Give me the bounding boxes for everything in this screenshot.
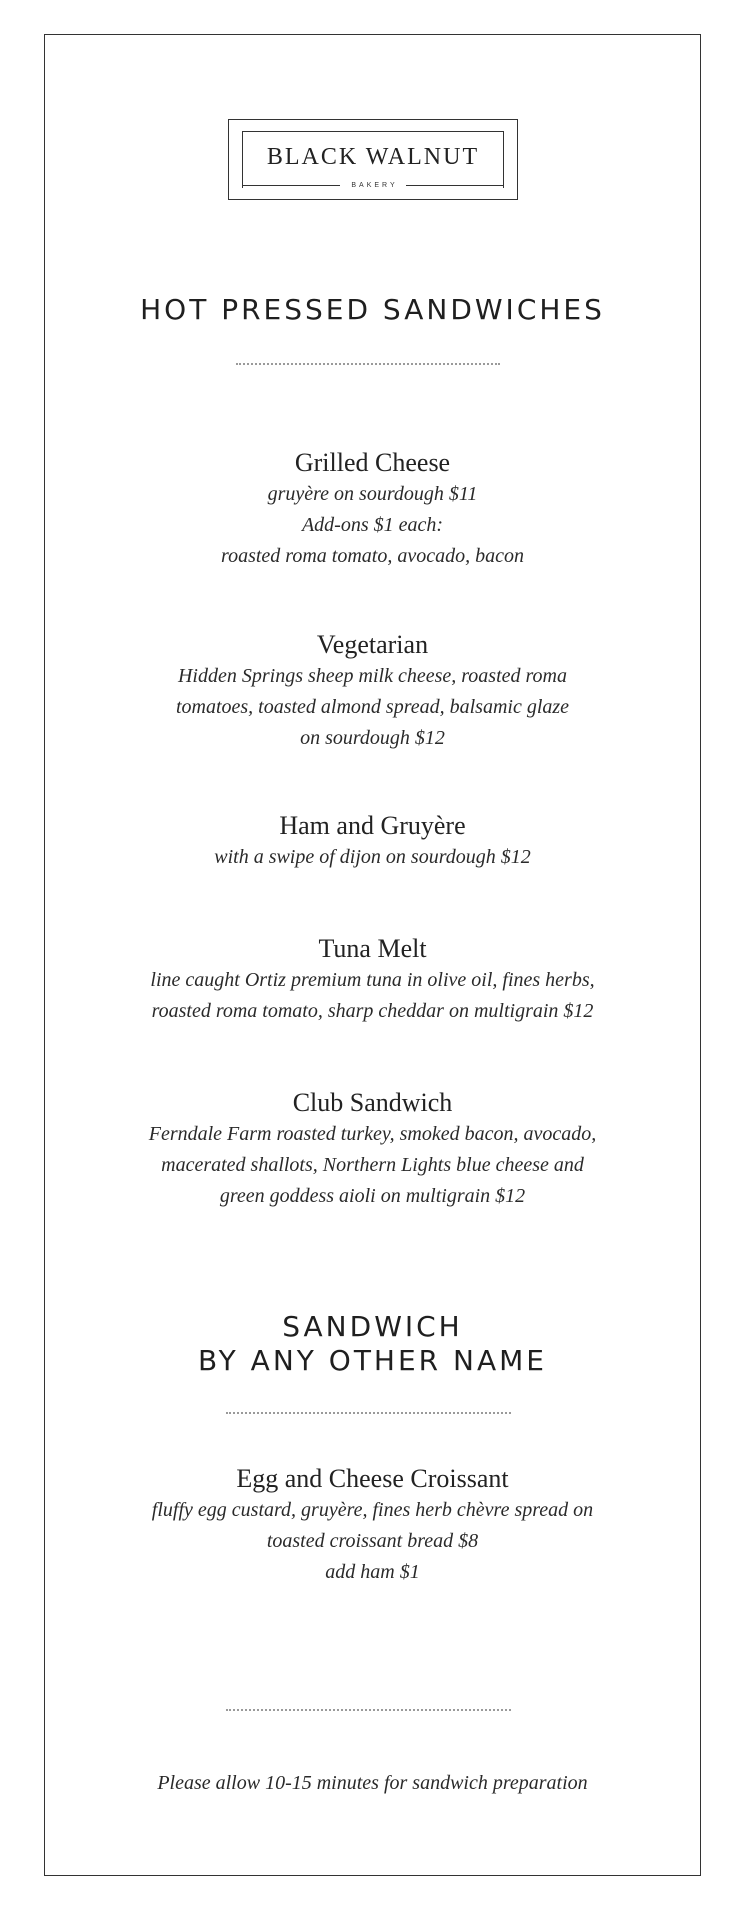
item-name: Ham and Gruyère — [279, 811, 466, 840]
section-title-line: BY ANY OTHER NAME — [198, 1344, 547, 1377]
item-desc-line: Add-ons $1 each: — [301, 514, 444, 536]
item-desc-line: macerated shallots, Northern Lights blue cheese and — [161, 1154, 584, 1176]
section-title-hot-pressed: HOT PRESSED SANDWICHES — [140, 293, 605, 326]
logo-rule-right — [406, 185, 503, 186]
dotted-divider — [226, 1412, 511, 1414]
menu-item-club-sandwich — [44, 1087, 701, 1212]
logo-subtitle: BAKERY — [351, 181, 398, 189]
item-name: Vegetarian — [316, 630, 429, 659]
item-desc-line: with a swipe of dijon on sourdough $12 — [214, 846, 531, 868]
menu-item-vegetarian — [44, 629, 701, 754]
item-desc-line: fluffy egg custard, gruyère, fines herb chèvre spread on — [151, 1499, 594, 1521]
item-desc-line: green goddess aioli on multigrain $12 — [219, 1185, 526, 1207]
logo-sub-row — [243, 179, 503, 191]
bakery-logo — [228, 119, 518, 200]
dotted-divider — [236, 363, 500, 365]
item-desc-line: toasted croissant bread $8 — [266, 1530, 479, 1552]
preparation-note: Please allow 10-15 minutes for sandwich preparation — [157, 1772, 588, 1794]
menu-item-ham-and-gruyere — [44, 810, 701, 873]
menu-item-tuna-melt — [44, 933, 701, 1027]
menu-item-egg-and-cheese-croissant — [44, 1463, 701, 1588]
section-title-any-other-name — [44, 1310, 701, 1378]
dotted-divider — [226, 1709, 511, 1711]
item-desc-line: on sourdough $12 — [300, 727, 445, 749]
menu-item-grilled-cheese — [44, 447, 701, 572]
item-desc-line: roasted roma tomato, avocado, bacon — [221, 545, 524, 567]
item-desc-line: Hidden Springs sheep milk cheese, roasted roma — [177, 665, 567, 687]
item-name: Club Sandwich — [292, 1088, 453, 1117]
item-desc-line: Ferndale Farm roasted turkey, smoked bacon, avocado, — [148, 1123, 597, 1145]
item-name: Tuna Melt — [318, 934, 427, 963]
item-name: Grilled Cheese — [294, 448, 451, 477]
logo-rule-left — [243, 185, 340, 186]
logo-name: BLACK WALNUT — [266, 144, 480, 170]
section-title-line: SANDWICH — [282, 1310, 463, 1343]
item-desc-line: roasted roma tomato, sharp cheddar on multigrain $12 — [151, 1000, 594, 1022]
item-name: Egg and Cheese Croissant — [236, 1464, 509, 1493]
item-desc-line: add ham $1 — [325, 1561, 420, 1583]
logo-inner-box — [242, 131, 504, 188]
item-desc-line: tomatoes, toasted almond spread, balsamic glaze — [175, 696, 570, 718]
item-desc-line: line caught Ortiz premium tuna in olive oil, fines herbs, — [150, 969, 595, 991]
item-desc-line: gruyère on sourdough $11 — [267, 483, 478, 505]
